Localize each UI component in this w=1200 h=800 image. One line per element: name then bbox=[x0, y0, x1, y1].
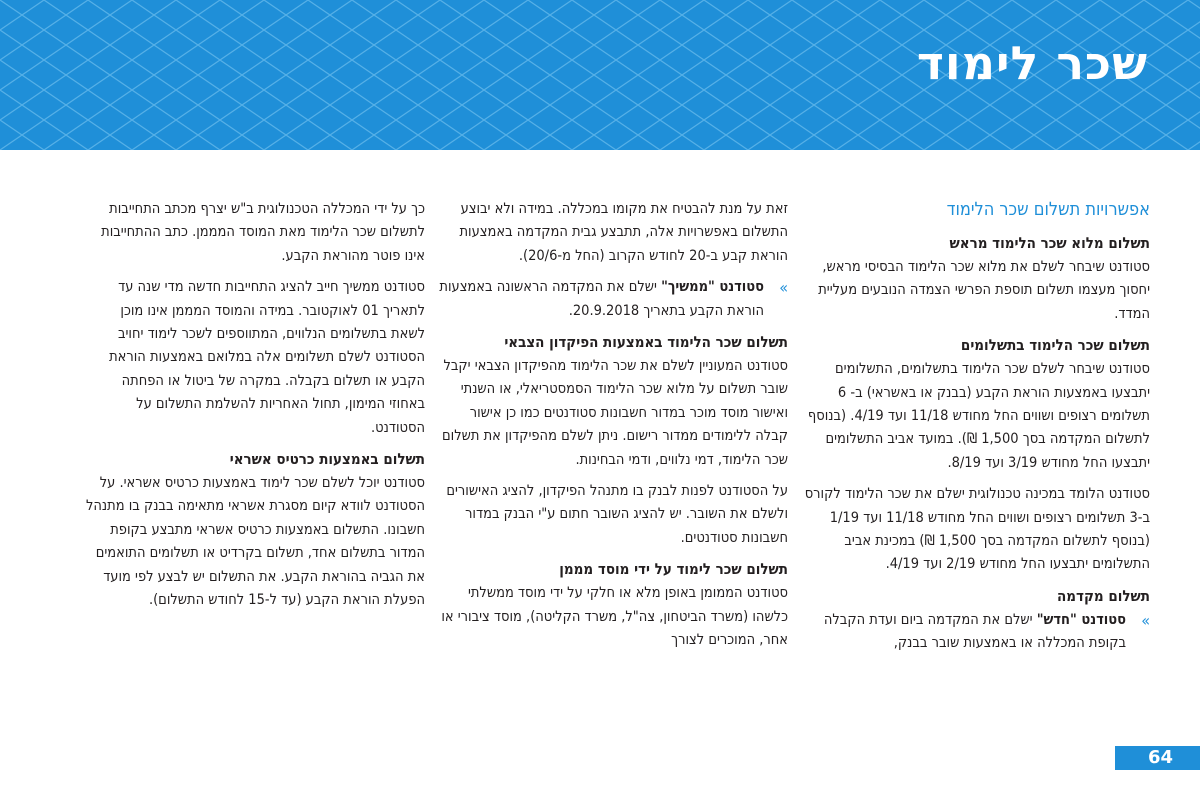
paragraph-installments: סטודנט שיבחר לשלם שכר הלימוד בתשלומים, התשלומים יתבצעו באמצעות הוראת הקבע (בבנק או באשראי) ב- 6 תשלומים רצופים ושווים החל מחודש 11/18 ועד 4/19. (בנוסף לתשלום המקדמה בסך 1,500 ₪). במועד אביב התשלומים יתבצעו החל מחודש 3/19 ועד 8/19. bbox=[807, 361, 1150, 471]
bullet-text-new-student: ישלם את המקדמה ביום ועדת הקבלה בקופת המכללה או באמצעות שובר בבנק, bbox=[823, 611, 1126, 652]
paragraph-funding-letter: כך על ידי המכללה הטכנולוגית ב"ש יצרף מכתב התחייבות לתשלום שכר הלימוד מאת המוסד המממן. כתב ההתחייבות אינו פוטר מהוראת הקבע. bbox=[101, 201, 425, 264]
chevron-bullet-icon: » bbox=[1141, 610, 1150, 630]
chevron-bullet-icon: » bbox=[779, 278, 788, 298]
column-right bbox=[798, 198, 1150, 664]
paragraph-full-upfront: סטודנט שיבחר לשלם את מלוא שכר הלימוד הבסיסי מראש, יחסוך מעצמו תשלום תוספת הפרשי הצמדה הנובעים מעליית המדד. bbox=[818, 259, 1150, 322]
bullet-bold-new-student: סטודנט "חדש" bbox=[1036, 611, 1126, 628]
heading-full-upfront: תשלום מלוא שכר הלימוד מראש bbox=[949, 234, 1150, 252]
bullet-list-new-student bbox=[798, 609, 1150, 656]
paragraph-credit-card: סטודנט יוכל לשלם שכר לימוד באמצעות כרטיס אשראי. על הסטודנט לוודא קיום מסגרת אשראי מתאימה בבנק בו מתנהל חשבונו. התשלום באמצעות כרטיס אשראי מתבצע בקופת המדור בתשלום אחד, תשלום בקרדיט או תשלומים התואמים את הגביה בהוראת הקבע. את התשלום יש לבצע לפי מועד הפעלת הוראת הקבע (עד ל-15 לחודש התשלום). bbox=[85, 475, 425, 609]
bullet-text-continuing-student: ישלם את המקדמה הראשונה באמצעות הוראת הקבע בתאריך 20.9.2018. bbox=[439, 279, 764, 319]
paragraph-military-deposit: סטודנט המעוניין לשלם את שכר הלימוד מהפיקדון הצבאי יקבל שובר תשלום על מלוא שכר הלימוד הסמסטריאלי, או השנתי ואישור מוסד מוכר במדור חשבונות סטודנטים כמו כן אישור קבלה ללימודים ממדור רישום. ניתן לשלם מהפיקדון את תשלום שכר הלימוד, דמי נלווים, ודמי הבחינות. bbox=[441, 358, 788, 468]
section-title-payment-options: אפשרויות תשלום שכר הלימוד bbox=[946, 199, 1150, 220]
column-left bbox=[85, 198, 425, 621]
header-banner bbox=[0, 0, 1200, 150]
heading-funding-institution: תשלום שכר לימוד על ידי מוסד מממן bbox=[559, 560, 788, 579]
bullet-bold-continuing-student: סטודנט "ממשיך" bbox=[661, 279, 764, 296]
paragraph-funding-institution: סטודנט הממומן באופן מלא או חלקי על ידי מוסד ממשלתי כלשהו (משרד הביטחון, צה"ל, משרד הקליטה), מוסד ציבורי או אחר, המוכרים לצורך bbox=[441, 585, 788, 649]
paragraph-prep-installments: סטודנט הלומד במכינה טכנולוגית ישלם את שכר הלימוד לקורס ב-3 תשלומים רצופים ושווים החל מחודש 11/18 ועד 1/19 (בנוסף לתשלום המקדמה בסך 1,500 ₪) במכינת אביב התשלומים יתבצעו החל מחודש 2/19 ועד 4/19. bbox=[804, 486, 1150, 573]
heading-installments: תשלום שכר הלימוד בתשלומים bbox=[960, 336, 1150, 355]
heading-military-deposit: תשלום שכר הלימוד באמצעות הפיקדון הצבאי bbox=[504, 333, 788, 352]
paragraph-continuing-commitment: סטודנט ממשיך חייב להציג התחייבות חדשה מדי שנה עד לתאריך 01 לאוקטובר. במידה והמוסד המממן אינו מוכן לשאת בתשלומים הנלווים, המתווספים לשכר לימוד יחויב הסטודנט לשלם תשלומים אלה במלואם באמצעות הוראת הקבע או תשלום בקבלה. במקרה של ביטול או הפחתה באחוזי המימון, תחול האחריות להשלמת התשלום על הסטודנט. bbox=[109, 279, 425, 436]
list-item bbox=[798, 609, 1150, 656]
heading-credit-card: תשלום באמצעות כרטיס אשראי bbox=[229, 450, 425, 469]
bullet-list-continuing-student bbox=[436, 276, 788, 323]
column-middle bbox=[436, 198, 788, 661]
page-number: 64 bbox=[1115, 746, 1200, 770]
heading-advance-payment: תשלום מקדמה bbox=[1056, 586, 1150, 605]
page-title: שכר לימוד bbox=[916, 36, 1148, 90]
paragraph-advance-continuation: זאת על מנת להבטיח את מקומו במכללה. במידה ולא יבוצע התשלום באפשרויות אלה, תתבצע גבית המקדמה באמצעות הוראת קבע ב-20 לחודש הקרוב (החל מ-20/6). bbox=[459, 201, 788, 264]
list-item bbox=[436, 276, 788, 323]
paragraph-military-bank: על הסטודנט לפנות לבנק בו מתנהל הפיקדון, להציג האישורים ולשלם את השובר. יש להציג השובר חתום ע"י הבנק במדור חשבונות סטודנטים. bbox=[446, 483, 788, 546]
